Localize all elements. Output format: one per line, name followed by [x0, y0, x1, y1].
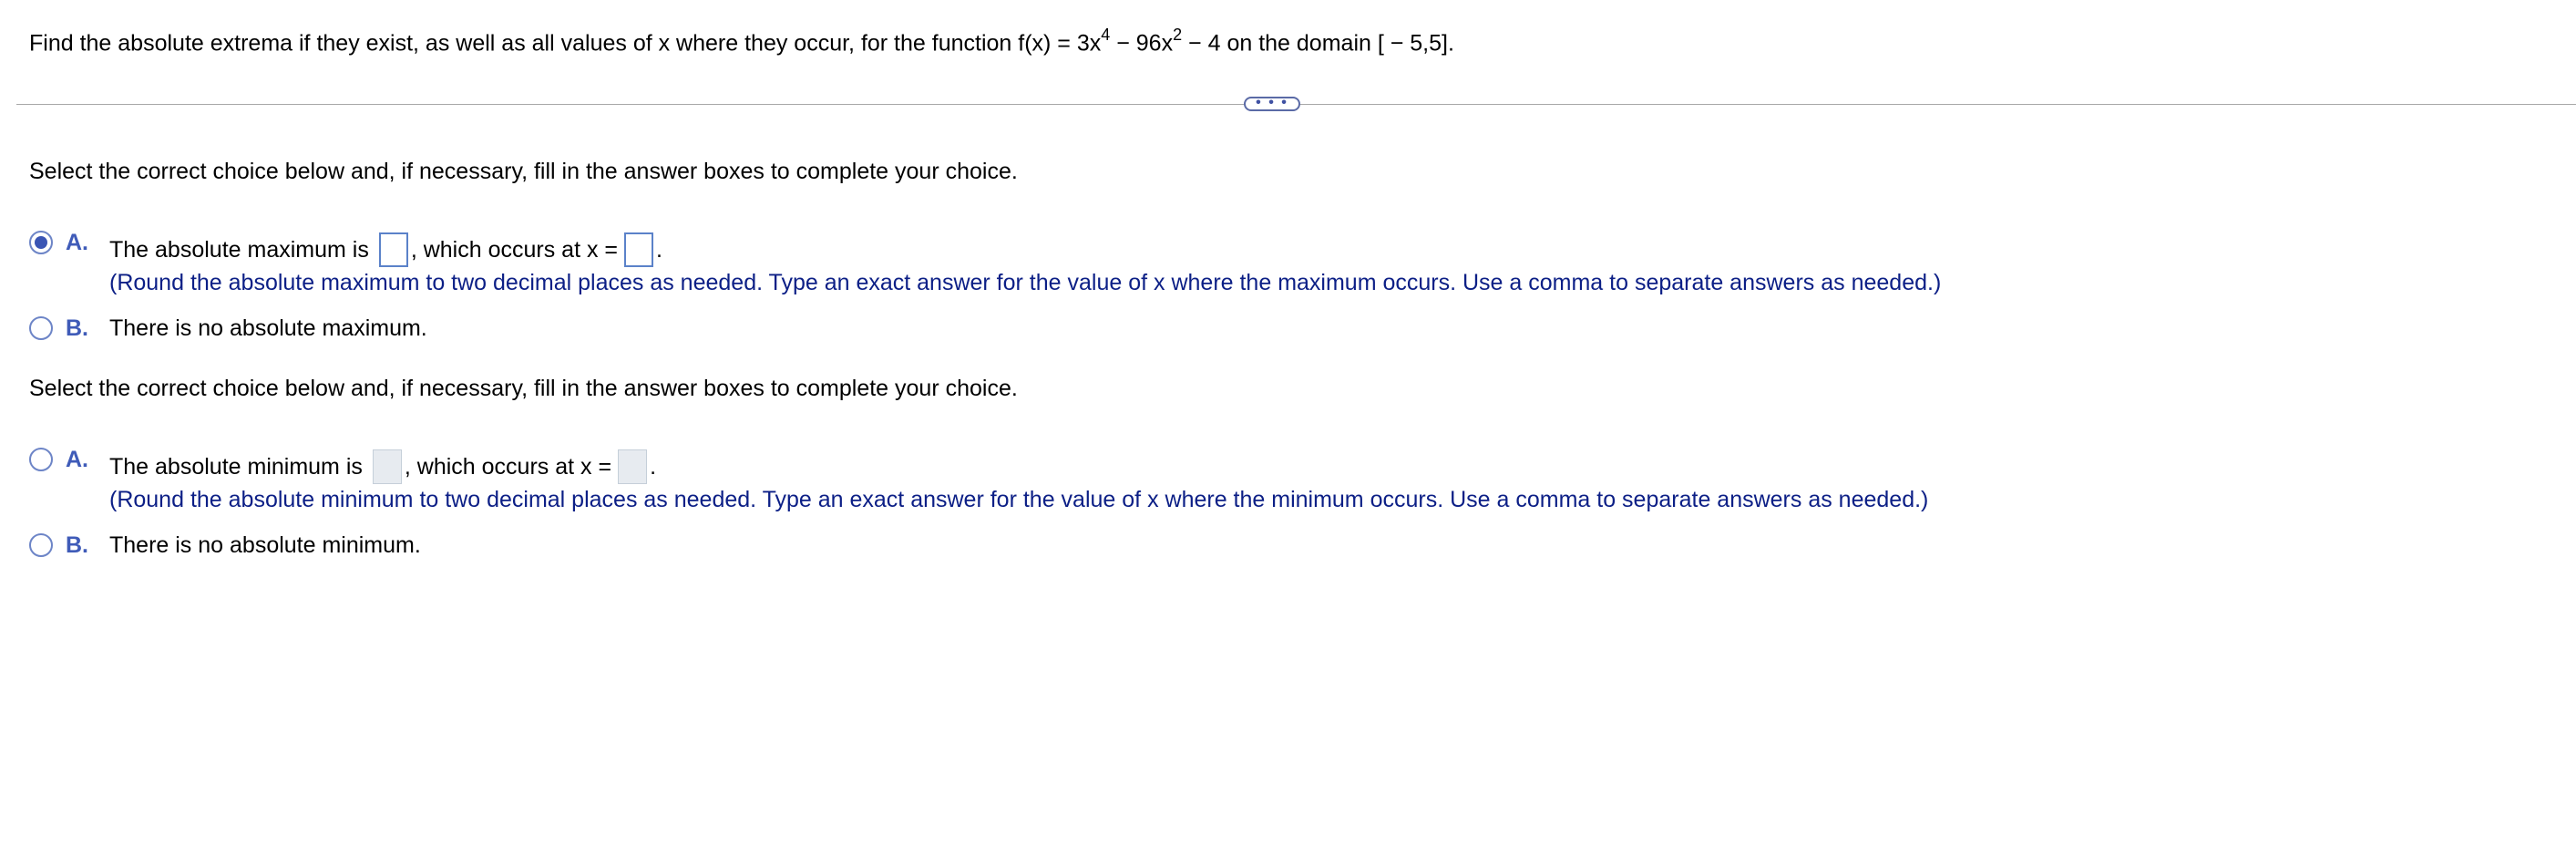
radio-min-a[interactable] — [29, 448, 53, 471]
choice-letter-max-a: A. — [66, 230, 88, 255]
exponent-4: 4 — [1101, 26, 1111, 44]
choice-min-b[interactable] — [29, 527, 421, 563]
min-x-input[interactable] — [618, 449, 647, 484]
hint-max: (Round the absolute maximum to two decimal places as needed. Type an exact answer for the value of x where the maximum occurs. Use a comma to separate answers as needed.) — [109, 270, 1942, 295]
max-text-end: . — [656, 237, 662, 263]
max-text-before: The absolute maximum is — [109, 237, 369, 263]
choice-max-a[interactable] — [29, 224, 662, 261]
instruction-min: Select the correct choice below and, if necessary, fill in the answer boxes to complete your choice. — [29, 376, 1018, 401]
question-middle: − 96x — [1110, 30, 1174, 57]
instruction-max: Select the correct choice below and, if necessary, fill in the answer boxes to complete your choice. — [29, 159, 1018, 184]
choice-text-min-b: There is no absolute minimum. — [109, 532, 421, 558]
exponent-2: 2 — [1173, 26, 1183, 44]
choice-letter-max-b: B. — [66, 315, 88, 341]
min-text-end: . — [650, 454, 657, 480]
choice-max-b[interactable] — [29, 310, 427, 346]
radio-max-a[interactable] — [29, 231, 53, 254]
choice-letter-min-a: A. — [66, 447, 88, 472]
hint-min: (Round the absolute minimum to two decimal places as needed. Type an exact answer for the value of x where the minimum occurs. Use a comma to separate answers as needed.) — [109, 487, 1929, 512]
expand-more-button[interactable]: • • • — [1244, 97, 1300, 111]
question-text — [29, 18, 1454, 61]
radio-max-b[interactable] — [29, 316, 53, 340]
max-value-input[interactable] — [379, 232, 408, 267]
max-text-middle: , which occurs at x = — [410, 237, 619, 263]
min-text-middle: , which occurs at x = — [404, 454, 612, 480]
choice-min-a[interactable] — [29, 441, 656, 478]
choice-text-max-b: There is no absolute maximum. — [109, 315, 427, 341]
choice-letter-min-b: B. — [66, 532, 88, 558]
question-suffix: − 4 on the domain [ − 5,5]. — [1182, 30, 1454, 57]
choice-text-max-a — [109, 232, 662, 268]
max-x-input[interactable] — [624, 232, 653, 267]
min-value-input[interactable] — [373, 449, 402, 484]
min-text-before: The absolute minimum is — [109, 454, 363, 480]
radio-min-b[interactable] — [29, 533, 53, 557]
choice-text-min-a — [109, 449, 656, 485]
question-prefix: Find the absolute extrema if they exist, as well as all values of x where they occur, for the function f(x) = 3x — [29, 30, 1102, 57]
